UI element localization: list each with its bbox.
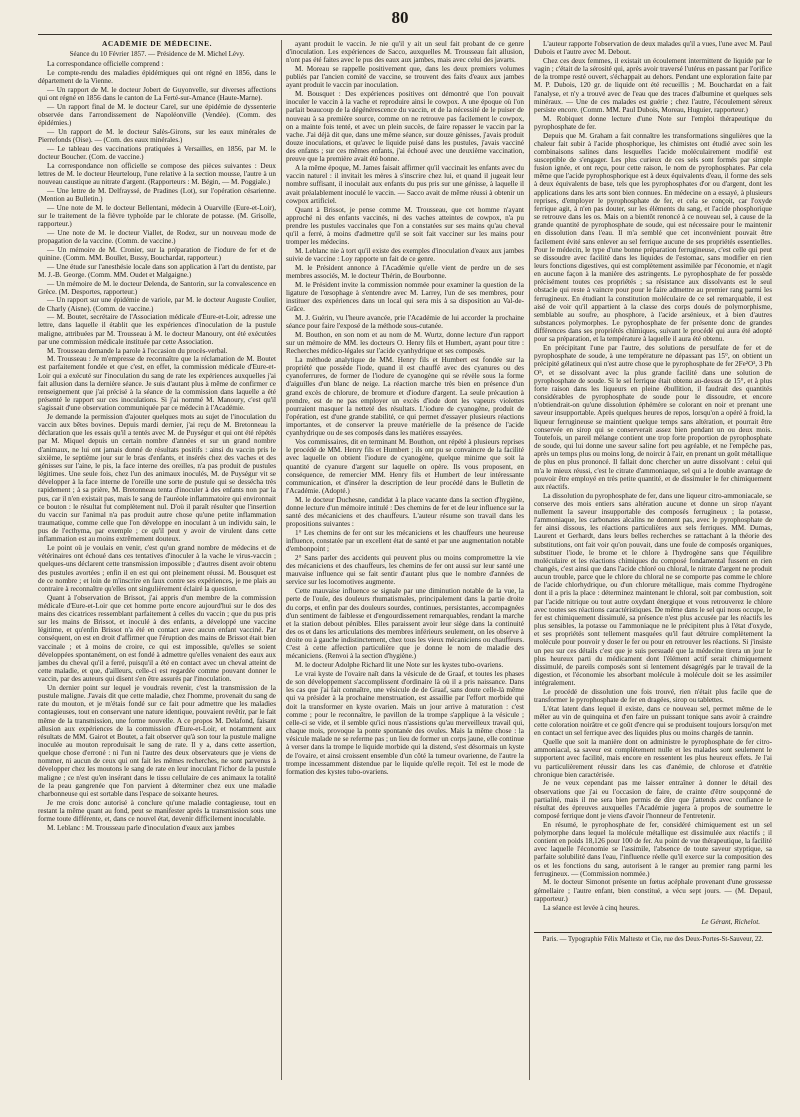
paragraph: — Une étude sur l'anesthésie locale dans son application à l'art du dentiste, par M. J.-B. George. (Comm. MM. Oudet et Malgaigne.) xyxy=(38,262,276,279)
paragraph: — Un rapport final de M. le docteur Carel, sur une épidémie de dyssenterie observée dans l'arrondissement de Napoléonville (Vendée). (Comm. des épidémies.) xyxy=(38,102,276,128)
paragraph: M. J. Guérin, vu l'heure avancée, prie l'Académie de lui accorder la prochaine séance pour faire l'exposé de la méthode sous-cutanée. xyxy=(286,313,524,331)
paragraph: Quant à l'observation de Brissot, j'ai appris d'un membre de la commission médicale d'Eure-et-Loir que cet homme porte encore aujourd'hui sur le dos des mains des cicatrices ressemblant parfaitement à celles du vaccin ; que du pus pris sur les mains de Brissot, et inoculé à des enfants, a développé une vaccine légitime, et qu'enfin Brissot n'a été en contact avec aucun enfant vacciné. Par conséquent, on est en droit d'affirmer que l'éruption des mains de Brissot était bien vaccinale ; et à moins de croire, ce qui est impossible, qu'elles se soient développées spontanément, on est fondé à admettre qu'elles venaient des eaux aux jambes du cheval qu'il a ferré, puisqu'il a été en contact avec un cheval atteint de cette maladie, et que, d'ailleurs, celle-ci est regardée comme pouvant donner le vaccin, par des auteurs qui disent s'en être assurés par l'inoculation. xyxy=(38,593,276,684)
paragraph: — Un rapport sur une épidémie de variole, par M. le docteur Auguste Coulier, de Charly (Aisne). (Comm. de vaccine.) xyxy=(38,296,276,313)
printer-imprint: Paris. — Typographie Félix Malteste et Cie, rue des Deux-Portes-St-Sauveur, 22. xyxy=(542,935,764,943)
paragraph: Cette mauvaise influence se signale par une diminution notable de la vue, la perte de l'ouïe, des douleurs rhumatismales, principalement dans la partie droite du corps, et enfin par des douleurs sourdes, continues, persistantes, accompagnées d'un sentiment de faiblesse et d'engourdissement remarquables, rendant la marche et la station debout pénibles. Elles paraissent avoir leur siège dans la continuité des os et dans les articulations des membres inférieurs seulement, on les observe à droite ou à gauche indistinctement, chez tous les vieux mécaniciens ou chauffeurs. C'est à cette affection particulière que je donne le nom de maladie des mécaniciens. (Renvoi à la section d'hygiène.) xyxy=(286,587,524,661)
paragraph: — M. Boutet, secrétaire de l'Association médicale d'Eure-et-Loir, adresse une lettre, dans laquelle il établit que les expériences d'inoculation de la pustule maligne, attribuées par M. Trousseau à M. le docteur Manoury, ont été exécutées par une commission médicale instituée par cette Association. xyxy=(38,313,276,346)
paragraph: — Une note de M. le docteur Viallet, de Rodez, sur un nouveau mode de propagation de la vaccine. (Comm. de vaccine.) xyxy=(38,228,276,245)
signature: Le Gérant, Richelot. xyxy=(701,917,760,926)
paragraph: En résumé, le pyrophosphate de fer, considéré chimiquement est un sel polymorphe dans lequel la molécule métallique est dissimulée aux réactifs ; il contient en poids 18,126 pour 100 de fer. Au point de vue thérapeutique, la facilité avec laquelle l'économie se l'assimile, l'absence de toute saveur styptique, sa parfaite solubilité dans l'eau, l'influence réelle qu'il exerce sur la composition des os et les fonctions du sang, autorisent à le ranger au premier rang parmi les ferrugineux. — (Commission nommée.) xyxy=(534,820,772,878)
article-columns xyxy=(38,40,772,1080)
paragraph: — Un mémoire de M. Cronier, sur la préparation de l'iodure de fer et de quinine. (Comm. MM. Boullet, Bussy, Bouchardat, rapporteur.) xyxy=(38,245,276,262)
paragraph: M. Leblanc nie à tort qu'il existe des exemples d'inoculation d'eaux aux jambes suivie de vaccine : Loy rapporte un fait de ce genre. xyxy=(286,246,524,264)
paragraph: ayant produit le vaccin. Je nie qu'il y ait un seul fait probant de ce genre d'inoculation. Les expériences de Sacco, auxquelles M. Trousseau fait allusion, n'ont pas été faites avec le pus des eaux aux jambes, mais avec celui des javarts. xyxy=(286,40,524,65)
paragraph: M. Bousquet : Des expériences positives ont démontré que l'on pouvait inoculer le vaccin à la vache et reproduire ainsi le cowpox. A une époque où l'on parlait beaucoup de la dégénérescence du vaccin, et de la nécessité de le puiser de nouveau à sa première source, comme on ne retrouve pas facilement le cowpox, on a mainte fois tenté, et avec un plein succès, de faire repasser le vaccin par la vache. J'ai déjà dit que, dans une même séance, sur douze génisses, j'avais produit douze inoculations, et qu'avec le liquide puisé dans les pustules, j'avais vacciné des enfants ; sur ces mêmes enfants, j'ai échoué avec une deuxième vaccination, preuve que la première avait été bonne. xyxy=(286,90,524,164)
paragraph: Le procédé de dissolution une fois trouvé, rien n'était plus facile que de transformer le pyrophosphate de fer en dragées, sirop ou tablettes. xyxy=(534,687,772,705)
paragraph: — Un rapport de M. le docteur Jobert de Guyonvelle, sur diverses affections qui ont régné en 1856 dans le canton de La Ferté-sur-Amance (Haute-Marne). xyxy=(38,85,276,103)
paragraph: En précipitant l'une par l'autre, des solutions de persulfate de fer et de pyrophosphate de soude, à une température ne dépassant pas 15°, on obtient un précipité gélatineux qui n'est autre chose que le pyrophosphate de fer 2Fe²O³, 3 Ph O⁵, et se dissolvant avec la plus grande facilité dans une solution de pyrophosphate de soude. Si le sel ferrique était obtenu au-dessus de 15°, et à plus forte raison dans les liqueurs en pleine ébullition, il faudrait des quantités considérables de pyrophosphate de soude pour le dissoudre, et encore n'obtiendrait-on qu'une dissolution éphémère se colorant en noir et prenant une saveur insupportable. Après quelques heures de repos, lorsqu'on a opéré à froid, la liqueur ferrugineuse se maintient quelque temps sans altération, et pourrait être conservée en sirop qui se conserverait assez bien pendant un ou deux mois. Toutefois, un pareil mélange contient une trop forte proportion de pyrophosphate de soude, qui lui donne une saveur saline fort peu agréable, et ne l'empêche pas, après un temps plus ou moins long, de noircir à l'air, en prenant un goût métallique de plus en plus prononcé. Il fallait donc chercher un autre dissolvant : celui qui m'a le mieux réussi, c'est le citrate d'ammoniaque, sel qui a le double avantage de pouvoir être employé en très petite quantité, et de dissimuler le fer chimiquement aux réactifs. xyxy=(534,344,772,491)
paragraph: L'auteur rapporte l'observation de deux malades qu'il a vues, l'une avec M. Paul Dubois et l'autre avec M. Debout. xyxy=(534,40,772,57)
column-2 xyxy=(286,40,524,1080)
paragraph: M. Bouthon, en son nom et au nom de M. Wurtz, donne lecture d'un rapport sur un mémoire de MM. les docteurs O. Henry fils et Humbert, ayant pour titre : Recherches médico-légales sur l'acide cyanhydrique et ses composés. xyxy=(286,330,524,356)
header-rule xyxy=(38,34,772,35)
paragraph: La correspondance non officielle se compose des pièces suivantes : Deux lettres de M. le docteur Heurteloup, l'une relative à la section mousse, l'autre à un nouveau caustique au nitrate d'argent. (Rapporteurs : M. Bégin, — M. Poggiale.) xyxy=(38,161,276,187)
paragraph: M. le docteur Duchesne, candidat à la place vacante dans la section d'hygiène, donne lecture d'un mémoire intitulé : Des chemins de fer et de leur influence sur la santé des mécaniciens et des chauffeurs. L'auteur résume son travail dans les propositions suivantes : xyxy=(286,495,524,529)
paragraph: La correspondance officielle comprend : xyxy=(47,60,164,69)
paragraph: A la même époque, M. James faisait affirmer qu'il vaccinait les enfants avec du vaccin naturel : il invitait les mères à s'inscrire chez lui, et quand il jugeait leur nombre suffisant, il inoculait aux enfants du pus pris sur une génisse, à laquelle il avait préalablement inoculé le vaccin. — Sacco avait de même réussi à obtenir un cowpox artificiel. xyxy=(286,164,524,205)
column-1-body xyxy=(38,60,276,832)
paragraph: 2° Sans parler des accidents qui peuvent plus ou moins compromettre la vie des mécaniciens et des chauffeurs, les chemins de fer ont aussi sur leur santé une mauvaise influence qui se fait sentir d'autant plus que le nombre d'années de service sur les locomotives augmente. xyxy=(286,554,524,587)
paragraph: Quant à Brissot, je pense comme M. Trousseau, que cet homme n'ayant approché ni des enfants vaccinés, ni des vaches atteintes de cowpox, n'a pu prendre les pustules vaccinales que l'on a constatées sur ses mains qu'au cheval qu'il a ferré, à moins d'admettre qu'il se soit fait vacciner sur les mains pour tromper les médecins. xyxy=(286,205,524,247)
paragraph: Chez ces deux femmes, il existait un écoulement intermittent de liquide par le vagin ; c'était de la sérosité qui, après avoir traversé l'utérus en passant par l'orifice de la trompe resté ouvert, s'échappait au dehors. Pendant une exploration faite par M. P. Dubois, 120 gr. de liquide ont été recueillis ; M. Bouchardat en a fait l'analyse, et n'y a trouvé avec de l'eau que des traces d'albumine et quelques sels minéraux. — Une de ces malades est guérie ; chez l'autre, l'écoulement séreux persiste encore. (Comm. MM. Paul Dubois, Moreau, Huguier, rapporteur.) xyxy=(534,56,772,114)
paragraph: La séance est levée à cinq heures. xyxy=(543,903,640,912)
paragraph: M. le Président invite la commission nommée pour examiner la question de la ligature de l'œsophage à s'entendre avec M. Larrey, l'un de ses membres, pour instituer des expériences dans un local qui sera mis à sa disposition au Val-de-Grâce. xyxy=(286,280,524,314)
session-line: Séance du 10 Février 1857. — Présidence de M. Michel Lévy. xyxy=(69,50,245,59)
page-number: 80 xyxy=(391,8,409,27)
paragraph: — Un rapport de M. le docteur Salès-Girons, sur les eaux minérales de Pierrefonds (Oise). — (Com. des eaux minérales.) xyxy=(38,127,276,145)
column-3-body xyxy=(534,40,772,912)
paragraph: Quelle que soit la manière dont on administre le pyrophosphate de fer citro-ammoniacal, sa saveur est complètement nulle et les malades sont seulement le supportent avec facilité, mais encore en ressentent les plus heureux effets. Je l'ai vu particulièrement réussir dans les cas d'anémie, de chlorose et d'atrétie chronique bien caractérisée. xyxy=(534,738,772,779)
paragraph: 1° Les chemins de fer ont sur les mécaniciens et les chauffeurs une heureuse influence, constatée par un excellent état de santé et par une augmentation notable d'embonpoint ; xyxy=(286,528,524,554)
paragraph: Je ne veux cependant pas me laisser entraîner à donner le détail des observations que j'ai eu l'occasion de faire, de crainte d'être soupçonné de partialité, mais il me sera bien permis de dire que j'attends avec confiance le résultat des épreuves auxquelles l'Académie jugera à propos de soumettre le composé ferrique dont je viens d'avoir l'honneur de l'entretenir. xyxy=(534,779,772,821)
paragraph: M. le Président annonce à l'Académie qu'elle vient de perdre un de ses membres associés, M. le docteur Thérin, de Bourbonne. xyxy=(286,263,524,280)
paragraph: M. Trousseau : Je m'empresse de reconnaître que la réclamation de M. Boutet est parfaitement fondée et que c'est, en effet, la commission médicale d'Eure-et-Loir qui a exécuté sur l'inoculation du sang de rate les expériences auxquelles j'ai fait allusion dans la dernière séance. Je suis d'autant plus à même de confirmer ce renseignement que j'ai précisé à la séance de la commission dans laquelle a été présenté le rapport sur ces inoculations. Si j'ai nommé M. Manoury, c'est qu'il s'agissait d'une observation communiquée par ce médecin à l'Académie. xyxy=(38,355,276,413)
paragraph: — Une note de M. le docteur Bellentani, médecin à Ouarville (Eure-et-Loir), sur le traitement de la fièvre typhoïde par le chlorate de potasse. (M. Grisolle, rapporteur.) xyxy=(38,203,276,229)
paragraph: Je demande la permission d'ajouter quelques mots au sujet de l'inoculation du vaccin aux bêtes bovines. Depuis mardi dernier, j'ai reçu de M. Bretonneau la déclaration que les essais qu'il a tentés avec M. de Puységur et qui ont été répétés par M. Miquel depuis un certain nombre d'années et sur un grand nombre d'animaux, ne lui ont jamais donné de résultats positifs : ainsi du vaccin pris le sixième, le septième jour sur le bras d'enfants, et insérés chez des vaches et des génisses sur l'aine, le pis, la face interne des oreilles, n'a pas produit de pustules légitimes. Une seule fois, chez l'un des animaux inoculés, M. de Puységur vit se développer à la face interne de l'oreille une sorte de pustule qui se dessécha très rapidement ; à sa prière, M. Bretonneau tenta d'inoculer à des enfants non par la pus, car il n'en existait pas, mais le sang de l'auréole inflammatoire qui environnait ce bouton : le résultat fut complètement nul. D'où il paraît résulter que l'insertion du vaccin sur l'animal n'a pas produit autre chose qu'une petite inflammation traumatique, comme celle que l'on développe en inoculant à un individu sain, le pus de l'ecthyma, par exemple ; ce qu'il peut y avoir de virulent dans cette inflammation est au moins extrêmement douteux. xyxy=(38,412,276,544)
paragraph: M. le docteur Simonot présente un fœtus acéphale provenant d'une grossesse gémellaire ; l'autre enfant, bien constitué, a vécu sept jours. — (M. Depaul, rapporteur.) xyxy=(534,878,772,903)
paragraph: — Une lettre de M. Delfrayssé, de Pradines (Lot), sur l'opération césarienne. (Mention au Bulletin.) xyxy=(38,186,276,203)
paragraph: Un dernier point sur lequel je voudrais revenir, c'est la transmission de la pustule maligne. J'avais dit que cette maladie, chez l'homme, provenait du sang de rate du mouton, et je m'étais fondé sur ce fait pour admettre que les maladies contagieuses, tout en conservant une nature identique, pouvaient revêtir, par le fait même de la transmission, une forme nouvelle. A ce propos M. Delafond, faisant allusion aux expériences de la commission d'Eure-et-Loir, et notamment aux résultats de MM. Gairot et Boutet, a fait observer qu'à son tour la pustule maligne inoculée au mouton reproduisait le sang de rate. Il y a, dans cette assertion, quelque chose d'erroné : ni l'un ni l'autre des deux observateurs que je viens de nommer, ni aucun de ceux qui ont fait les mêmes recherches, ne sont parvenus à développer chez les moutons le sang de rate en leur inoculant l'ichor de la pustule maligne ; ce n'est qu'en insérant dans le tissu cellulaire de ces animaux la totalité de la peau gangrenée que l'on parvient à déterminer chez eux une maladie charbonneuse qui est sortable dans l'espace de soixante heures. xyxy=(38,683,276,798)
paragraph: — Le tableau des vaccinations pratiquées à Versailles, en 1856, par M. le docteur Boucher. (Com. de vaccine.) xyxy=(38,144,276,161)
paragraph: La méthode analytique de MM. Henry fils et Humbert est fondée sur la propriété que possède l'iode, quand il est chauffé avec des cyanures ou des cyanoferrures, de former de l'iodure de cyanogène qui se révèle sous la forme d'aiguilles d'un blanc de neige. La réaction marche très bien en présence d'un grand excès de chlorure, de bromure et d'iodure d'argent. La seule précaution à prendre, est de ne pas employer un excès d'iode dont les vapeurs violettes pourraient masquer la netteté des résultats. L'iodure de cyanogène, produit de l'opération, est d'une grande stabilité, ce qui permet d'essayer plusieurs réactions importantes, et de conserver la preuve matérielle de la présence de l'acide cyanhydrique ou de ses composés dans les matières essayées. xyxy=(286,355,524,438)
paragraph: La dissolution du pyrophosphate de fer, dans une liqueur citro-ammoniacale, se conserve des mois entiers sans altération aucune et donne un sirop n'ayant nullement la saveur insupportable des composés ferrugineux ; la potasse, l'ammoniaque, les carbonates alcalins ne donnent pas, avec le pyrophosphate de fer ainsi dissous, les réactions particulières aux sels ferriques. MM. Dumas, Laurent et Gerhardt, dans leurs belles recherches se rattachant à la théorie des substitutions, ont fait voir qu'on pouvait, dans une foule de composés organiques, substituer l'iode, le brome et le chlore à l'hydrogène sans que l'équilibre moléculaire et les réactions chimiques du composé fondamental fussent en rien changés, c'est ainsi que dans l'acide chloré ou chloral, le nitrate d'argent ne produit aucun trouble, parce que le chlore du chloral ne se comporte pas comme le chlore de l'acide chlorhydrique, ou d'un chlorure métallique, mais comme l'hydrogène dont il a pris la place : déterminez maintenant le chloral, soit par combustion, soit par l'acide nitrique ou tout autre oxydant énergique et vous retrouverez le chlore avec toutes ses réactions caractéristiques. De même dans le sel qui nous occupe, le fer est chimiquement dissimulé, sa présence n'est plus accusée par les réactifs les plus sensibles, la potasse ou l'ammoniaque ne le précipitent plus à l'état d'oxyde, et ses propriétés sont tellement masquées qu'il faut détruire complètement la molécule pour pouvoir y doser le fer ou pour en retrouver les réactions. Si j'insiste un peu sur ces détails c'est que je suis persuadé que la médecine tirera un jour le plus heureux parti du médicament dont l'élément actif serait chimiquement dissimulé, de pareils composés sont si lentement désagrégés par le travail de la digestion, et l'économie les absorbant molécule à molécule doit se les assimiler intégralement. xyxy=(534,491,772,688)
paragraph: Depuis que M. Graham a fait connaître les transformations singulières que la chaleur fait subir à l'acide phosphorique, les chimistes ont étudié avec soin les combinaisons salines dans lesquelles l'acide moléculairement modifié est susceptible de s'engager. Les plus curieux de ces sels sont formés par simple fusion ignée, et ont reçu, pour cette raison, le nom de pyrophosphates. Par cela même que l'acide pyrophosphorique est à deux équivalents d'eau, il forme des sels à deux équivalents de base, tels que les pyrophosphates d'or ou d'argent, dont les applications dans les arts sont bien connues. En médecine on a essayé, à plusieurs reprises, d'employer le pyrophosphate de fer, et cela se conçoit, car l'oxyde ferrique agit, à n'en pas douter, sur les éléments du sang, et l'acide phosphorique se retrouve dans les os. Mais on a bientôt renoncé à ce nouveau sel, à cause de la grande quantité de pyrophosphate de soude, qui est nécessaire pour le maintenir en dissolution dans l'eau. Il m'a semblé que cet inconvénient pouvait être facilement évité sans enlever au sel ferrique aucune de ses propriétés essentielles. Pour le médecin, le type d'une bonne préparation ferrugineuse, c'est celle qui peut se dissoudre avec facilité dans les liquides de l'estomac, sans modifier en rien leurs fonctions digestives, qui est complètement assimilée par l'économie, et n'agit en aucune façon à la manière des astringents. Le pyrophosphate de fer possède précisément toutes ces propriétés ; sa résistance aux dissolvants est le seul obstacle qui reste à vaincre pour pour le faire admettre au premier rang parmi les ferrugineux. En étudiant la constitution moléculaire de ce sel remarquable, il est aisé de voir qu'il appartient à la classe des corps doués de polymorphisme, semblable au soufre, au phosphore, à l'acide arsénieux, et à bien d'autres substances polymorphes. Le pyrophosphate de fer présente donc de grandes différences dans ses propriétés chimiques, suivant le procédé qui aura été adopté pour sa préparation, et la température à laquelle il aura été obtenu. xyxy=(534,131,772,344)
paragraph: Vos commissaires, dit en terminant M. Bouthon, ont répété à plusieurs reprises le procédé de MM. Henry fils et Humbert ; ils ont pu se convaincre de la facilité avec laquelle on obtient l'iodure de cyanogène, quelque minime que soit la quantité de cyanure d'argent sur laquelle on opère. Ils vous proposent, en conséquence, de remercier MM. Henry fils et Humbert de leur intéressante communication, et d'insérer la description de leur procédé dans le Bulletin de l'Académie. (Adopté.) xyxy=(286,438,524,495)
column-1 xyxy=(38,40,276,1080)
paragraph: Je me crois donc autorisé à conclure qu'une maladie contagieuse, tout en restant la même quant au fond, peut se manifester après la transmission sous une forme toute différente, et, dans ce nouvel état, devenir difficilement inoculable. xyxy=(38,798,276,823)
paragraph: Le compte-rendu des maladies épidémiques qui ont régné en 1856, dans le département de la Vienne. xyxy=(38,69,276,86)
paragraph: M. Robiquet donne lecture d'une Note sur l'emploi thérapeutique du pyrophosphate de fer. xyxy=(534,114,772,131)
column-3 xyxy=(534,40,772,1080)
footer-rule xyxy=(534,932,772,933)
paragraph: — Un mémoire de M. le docteur Delenda, de Santorin, sur la convalescence en Grèce. (M. Desportes, rapporteur.) xyxy=(38,279,276,296)
paragraph: M. Trousseau demande la parole à l'occasion du procès-verbal. xyxy=(47,346,228,355)
paragraph: Le vrai kyste de l'ovaire naît dans la vésicule de de Graaf, et toutes les phases de son développement s'accomplissent d'ordinaire là où il a pris naissance. Dans les cas que j'ai fait connaître, une vésicule de de Graaf, sans doute celle-là même qui va présider à la prochaine menstruation, est assaillie par l'effort morbide qui doit la transformer en kyste ovarien. Mais un jour arrive à maturation : c'est comme ; pour le reconnaître, le pavillon de la trompe s'applique à la vésicule ; celle-ci se vide, et il semble qu'ici nous n'assistions qu'au merveilleux travail qui, chaque mois, provoque la ponte spontanée des ovules. Mais la même chose : la vésicule malade ne se referme pas ; un lieu de former un corps jaune, elle continue à verser dans la trompe le liquide morbide qui la distend, s'est désormais un kyste de l'ovaire, et ainsi croissent ensemble d'un côté la tumeur ovarienne, de l'autre la trompe incessamment distendue par le liquide qu'elle reçoit. Tel est le mode de formation des kystes tubo-ovariens. xyxy=(286,669,524,776)
column-2-body xyxy=(286,40,524,776)
section-heading: ACADÉMIE DE MÉDECINE. xyxy=(101,40,213,48)
paragraph: M. le docteur Adolphe Richard lit une Note sur les kystes tubo-ovariens. xyxy=(295,661,504,670)
paragraph: Le point où je voulais en venir, c'est qu'un grand nombre de médecins et de vétérinaires ont échoué dans ces tentatives d'inoculer à la vache le virus-vaccin ; quelques-uns déclarent cette transmission impossible ; d'autres disent avoir obtenu des pustules avortées ; enfin il en est qui ont pleinement réussi. M. Bousquet est de ce nombre ; et loin de m'inscrire en faux contre ses expériences, je me plais au contraire à reconnaître qu'elles ont singulièrement éclairé la question. xyxy=(38,544,276,593)
paragraph: M. Moreau se rappelle positivement que, dans les deux premiers volumes publiés par l'ancien comité de vaccine, se trouvent des faits d'eaux aux jambes ayant produit le vaccin par inoculation. xyxy=(286,65,524,90)
paragraph: M. Leblanc : M. Trousseau parle d'inoculation d'eaux aux jambes xyxy=(47,823,235,832)
paragraph: L'état latent dans lequel il existe, dans ce nouveau sel, permet même de le mêler au vin de quinquina et d'en faire un puissant tonique sans avoir à craindre cette coloration noirâtre et ce goût d'encre qui se produisent toujours lorsqu'on met en contact un sel ferrique avec des liquides plus ou moins chargés de tannin. xyxy=(534,704,772,738)
